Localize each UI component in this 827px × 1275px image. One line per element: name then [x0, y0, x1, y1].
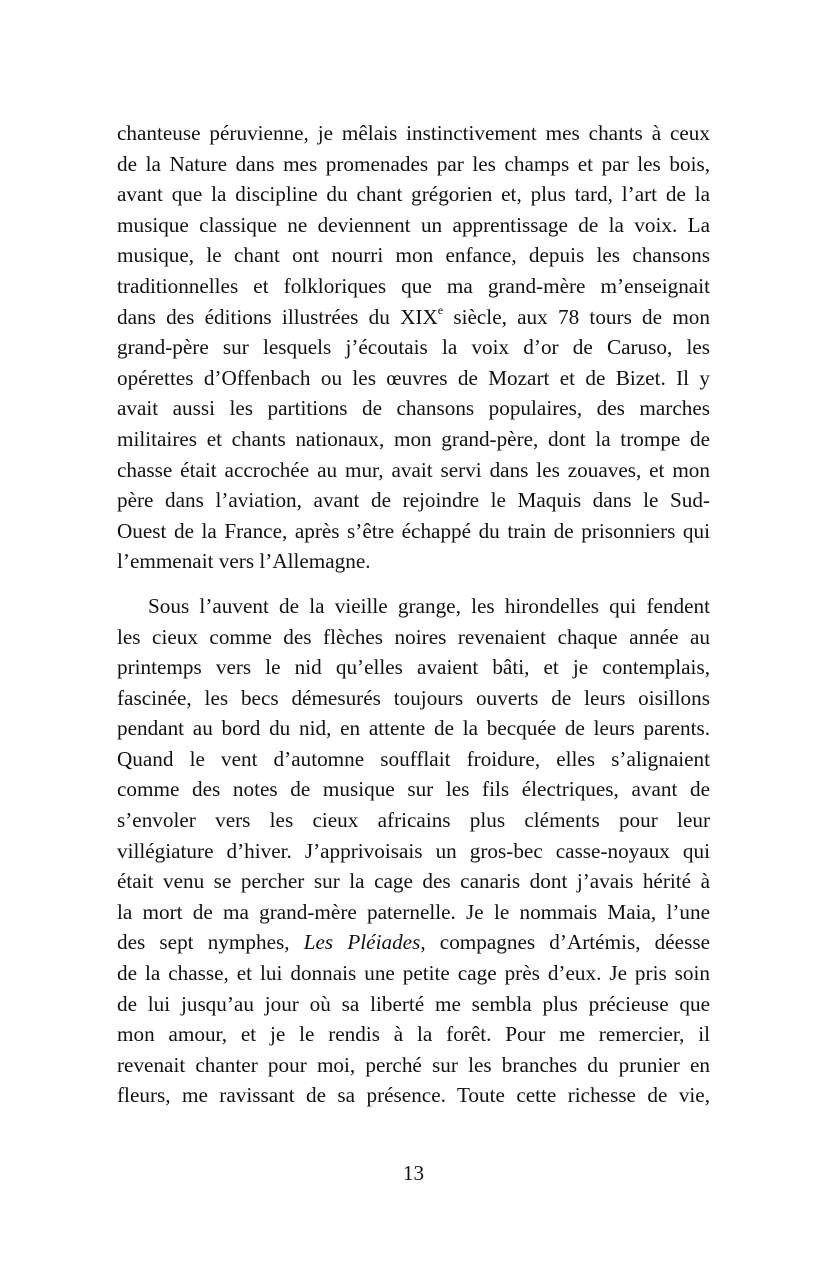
- text-line: Quand le vent d’automne soufflait froidure, elles s’alignaient: [117, 746, 710, 771]
- text-line: musique, le chant ont nourri mon enfance, depuis les chansons: [117, 243, 710, 268]
- text-line: père dans l’aviation, avant de rejoindre le Maquis dans le Sud-: [117, 488, 710, 513]
- text-line: Sous l’auvent de la vieille grange, les hirondelles qui fendent: [148, 593, 710, 618]
- text-line: l’emmenait vers l’Allemagne.: [117, 549, 371, 574]
- page-body: [117, 118, 710, 1111]
- page-number: 13: [402, 1161, 425, 1185]
- text-line: comme des notes de musique sur les fils électriques, avant de: [117, 777, 710, 802]
- text-line: la mort de ma grand-mère paternelle. Je le nommais Maia, l’une: [117, 899, 710, 924]
- text-line: militaires et chants nationaux, mon grand-père, dont la trompe de: [117, 426, 710, 451]
- text-segment: des sept nymphes,: [117, 930, 304, 955]
- text-line: avant que la discipline du chant grégorien et, plus tard, l’art de la: [117, 182, 710, 207]
- text-line: était venu se percher sur la cage des canaris dont j’avais hérité à: [117, 869, 710, 894]
- text-line: traditionnelles et folkloriques que ma grand-mère m’enseignait: [117, 273, 710, 298]
- text-line: mon amour, et je le rendis à la forêt. Pour me remercier, il: [117, 1022, 710, 1047]
- text-line: [117, 302, 710, 333]
- italic-title: Les Pléiades: [303, 930, 421, 955]
- text-line: fascinée, les becs démesurés toujours ouverts de leurs oisillons: [117, 685, 710, 710]
- text-line: les cieux comme des flèches noires revenaient chaque année au: [117, 624, 710, 649]
- text-line: pendant au bord du nid, en attente de la becquée de leurs parents.: [117, 716, 710, 741]
- text-line: [117, 927, 710, 958]
- text-line: Ouest de la France, après s’être échappé du train de prisonniers qui: [117, 518, 710, 543]
- text-segment: , compagnes d’Artémis, déesse: [420, 930, 710, 955]
- text-line: de lui jusqu’au jour où sa liberté me sembla plus précieuse que: [117, 991, 710, 1016]
- text-line: chasse était accrochée au mur, avait servi dans les zouaves, et mon: [117, 457, 710, 482]
- text-line: fleurs, me ravissant de sa présence. Toute cette richesse de vie,: [117, 1083, 710, 1108]
- text-line: de la Nature dans mes promenades par les champs et par les bois,: [117, 151, 710, 176]
- text-line: s’envoler vers les cieux africains plus cléments pour leur: [117, 808, 710, 833]
- text-line: printemps vers le nid qu’elles avaient bâti, et je contemplais,: [117, 655, 710, 680]
- text-segment: siècle, aux 78 tours de mon: [443, 304, 710, 329]
- text-line: avait aussi les partitions de chansons populaires, des marches: [117, 396, 710, 421]
- text-line: musique classique ne deviennent un apprentissage de la voix. La: [117, 212, 710, 237]
- text-line: villégiature d’hiver. J’apprivoisais un gros-bec casse-noyaux qui: [117, 838, 710, 863]
- paragraph-1: [117, 118, 710, 577]
- text-line: opérettes d’Offenbach ou les œuvres de Mozart et de Bizet. Il y: [117, 365, 710, 390]
- text-line: revenait chanter pour moi, perché sur les branches du prunier en: [117, 1052, 710, 1077]
- text-line: grand-père sur lesquels j’écoutais la voix d’or de Caruso, les: [117, 335, 710, 360]
- superscript: e: [437, 302, 444, 317]
- text-line: de la chasse, et lui donnais une petite cage près d’eux. Je pris soin: [117, 961, 710, 986]
- text-line: chanteuse péruvienne, je mêlais instinctivement mes chants à ceux: [117, 121, 710, 145]
- paragraph-2: [117, 591, 710, 1111]
- text-segment: dans des éditions illustrées du XIX: [117, 304, 438, 329]
